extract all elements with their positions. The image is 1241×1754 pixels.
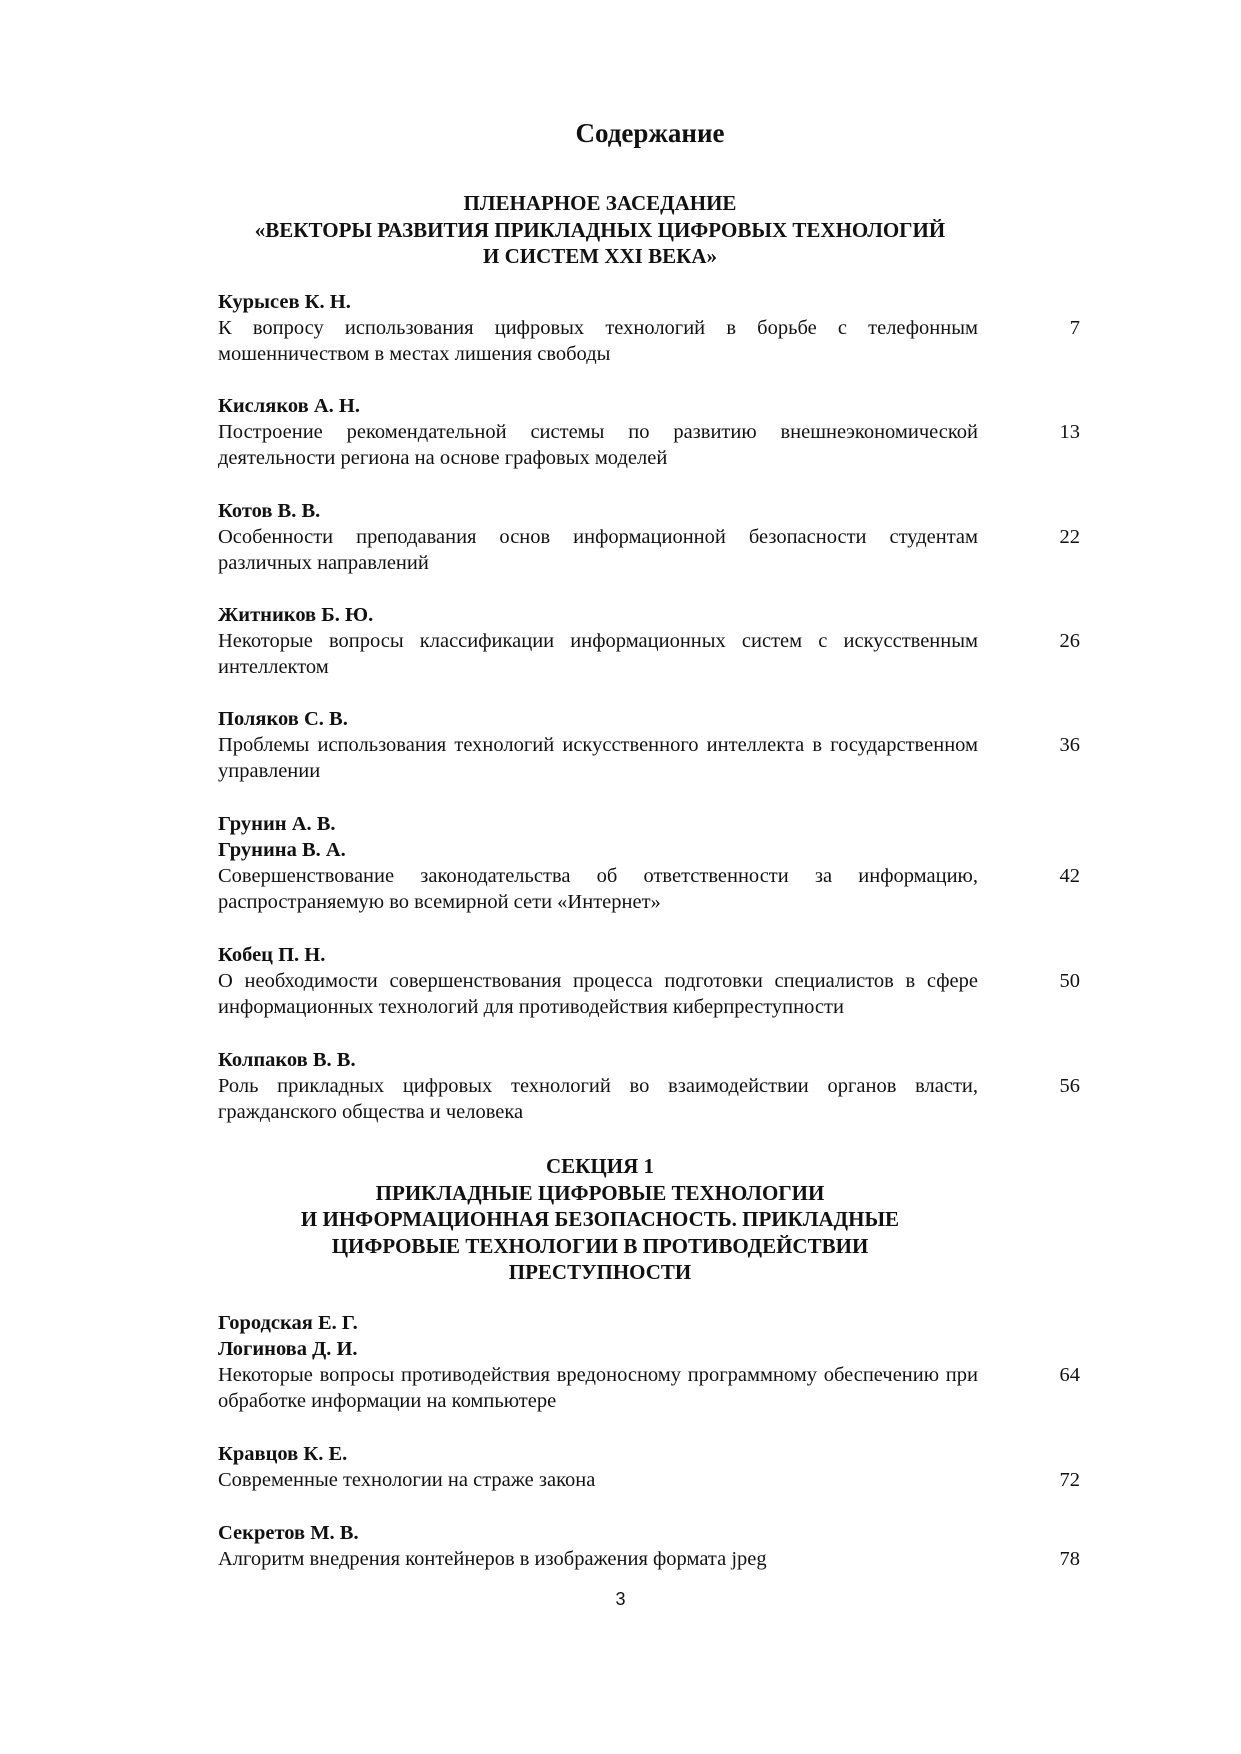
entry-author: Поляков С. В.: [218, 708, 348, 730]
entry-page-number: 50: [1059, 970, 1080, 992]
page-number: 3: [615, 1589, 626, 1609]
plenary-heading-line: И СИСТЕМ XXI ВЕКА»: [483, 244, 717, 268]
entry-page-number: 7: [1069, 317, 1080, 339]
entry-author: Кобец П. Н.: [218, 944, 326, 966]
entry-author: Житников Б. Ю.: [218, 604, 374, 626]
toc-entry: [218, 393, 1080, 471]
toc-entry: [218, 1441, 1080, 1493]
entry-author: Грунин А. В.: [218, 813, 336, 835]
toc-entry: [218, 289, 1080, 367]
entry-author: Кравцов К. Е.: [218, 1443, 348, 1465]
entry-author: Курысев К. Н.: [218, 291, 351, 313]
entry-title: Современные технологии на страже закона: [218, 1469, 596, 1491]
section1-heading-line: ПРЕСТУПНОСТИ: [508, 1260, 692, 1284]
plenary-heading-line: «ВЕКТОРЫ РАЗВИТИЯ ПРИКЛАДНЫХ ЦИФРОВЫХ ТЕХНОЛОГИЙ: [254, 217, 946, 242]
entry-title: Совершенствование законодательства об ответственности за информацию, распространяемую во всемирной сети «Интернет»: [218, 865, 978, 913]
section1-heading-line: СЕКЦИЯ 1: [546, 1154, 654, 1178]
section1-heading-line: ПРИКЛАДНЫЕ ЦИФРОВЫЕ ТЕХНОЛОГИИ: [375, 1180, 825, 1205]
toc-entry: [218, 942, 1080, 1020]
section1-heading-line: И ИНФОРМАЦИОННАЯ БЕЗОПАСНОСТЬ. ПРИКЛАДНЫЕ: [300, 1207, 900, 1231]
entry-title: Особенности преподавания основ информационной безопасности студентам различных направлений: [218, 526, 978, 574]
entry-page-number: 78: [1059, 1548, 1080, 1570]
plenary-heading-line: ПЛЕНАРНОЕ ЗАСЕДАНИЕ: [463, 191, 737, 215]
entry-page-number: 64: [1059, 1364, 1080, 1386]
entry-page-number: 26: [1059, 630, 1080, 652]
entry-title: О необходимости совершенствования процесса подготовки специалистов в сфере информационных технологий для противодействия киберпреступности: [218, 970, 978, 1018]
entry-title: Некоторые вопросы классификации информационных систем с искусственным интеллектом: [218, 630, 978, 678]
entry-author: Кисляков А. Н.: [218, 395, 360, 417]
entry-title: Построение рекомендательной системы по развитию внешнеэкономической деятельности региона на основе графовых моделей: [218, 421, 978, 469]
toc-entry: [218, 706, 1080, 784]
toc-entry: [218, 498, 1080, 576]
entry-page-number: 22: [1059, 526, 1080, 548]
entry-page-number: 42: [1059, 865, 1080, 887]
entry-title: Алгоритм внедрения контейнеров в изображения формата jpeg: [218, 1548, 767, 1570]
entry-author: Городская Е. Г.: [218, 1312, 358, 1334]
plenary-heading: [150, 190, 1050, 270]
entry-author: Секретов М. В.: [218, 1522, 359, 1544]
section1-heading-line: ЦИФРОВЫЕ ТЕХНОЛОГИИ В ПРОТИВОДЕЙСТВИИ: [331, 1233, 869, 1258]
page-title: Содержание: [575, 118, 725, 148]
entry-page-number: 56: [1059, 1075, 1080, 1097]
entry-author: Котов В. В.: [218, 500, 321, 522]
entry-title: К вопросу использования цифровых технологий в борьбе с телефонным мошенничеством в местах лишения свободы: [218, 317, 978, 365]
entry-title: Проблемы использования технологий искусственного интеллекта в государственном управлении: [218, 734, 978, 782]
entry-page-number: 36: [1059, 734, 1080, 756]
toc-entry: [218, 602, 1080, 680]
entry-author: Грунина В. А.: [218, 839, 346, 861]
entry-title: Роль прикладных цифровых технологий во взаимодействии органов власти, гражданского общества и человека: [218, 1075, 978, 1123]
entry-author: Логинова Д. И.: [218, 1338, 358, 1360]
toc-entry: [218, 1520, 1080, 1572]
entry-title: Некоторые вопросы противодействия вредоносному программному обеспечению при обработке информации на компьютере: [218, 1364, 978, 1412]
toc-entry: [218, 1310, 1080, 1414]
entry-author: Колпаков В. В.: [218, 1049, 356, 1071]
entry-page-number: 13: [1059, 421, 1080, 443]
entry-page-number: 72: [1059, 1469, 1080, 1491]
section1-heading: [150, 1153, 1050, 1286]
toc-entry: [218, 811, 1080, 915]
toc-entry: [218, 1047, 1080, 1125]
